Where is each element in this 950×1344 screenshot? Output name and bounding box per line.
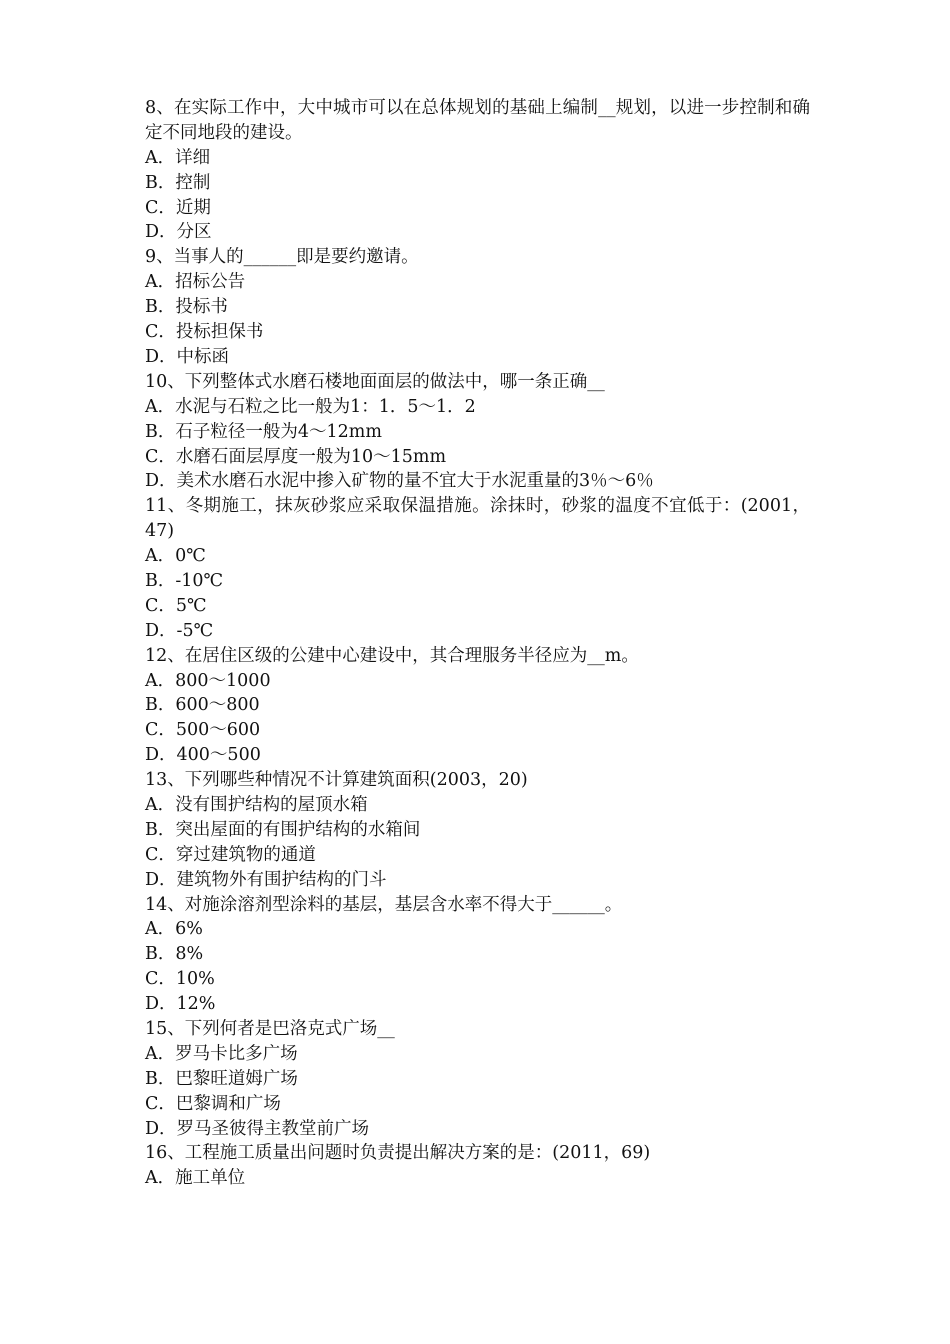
option-b: B．巴黎旺道姆广场 (145, 1068, 298, 1089)
option-b: B．突出屋面的有围护结构的水箱间 (145, 819, 421, 840)
option-c: C．穿过建筑物的通道 (145, 844, 316, 865)
option-b: B．8% (145, 944, 204, 965)
question-13 (145, 768, 810, 892)
question-stem: 10、下列整体式水磨石楼地面面层的做法中，哪一条正确__ (145, 371, 605, 392)
option-c: C．5℃ (145, 595, 207, 616)
option-d: D．分区 (145, 222, 212, 243)
option-b: B．石子粒径一般为4～12mm (145, 421, 382, 442)
option-d: D．美术水磨石水泥中掺入矿物的量不宜大于水泥重量的3％～6％ (145, 471, 654, 492)
question-16 (145, 1141, 810, 1191)
option-c: C．投标担保书 (145, 322, 264, 343)
question-9 (145, 245, 810, 369)
question-12 (145, 644, 810, 768)
option-d: D．罗马圣彼得主教堂前广场 (145, 1118, 370, 1139)
option-b: B．投标书 (145, 297, 228, 318)
question-stem: 12、在居住区级的公建中心建设中，其合理服务半径应为__m。 (145, 645, 639, 666)
option-d: D．中标函 (145, 346, 230, 367)
option-c: C．500～600 (145, 720, 261, 741)
option-c: C．巴黎调和广场 (145, 1093, 281, 1114)
option-b: B．600～800 (145, 695, 260, 716)
option-d: D．12% (145, 994, 216, 1015)
option-d: D．400～500 (145, 745, 261, 766)
option-c: C．近期 (145, 197, 211, 218)
question-stem: 8、在实际工作中，大中城市可以在总体规划的基础上编制__规划，以进一步控制和确定不同地段的建设。 (145, 98, 810, 143)
option-a: A．水泥与石粒之比一般为1：1．5～1．2 (145, 396, 476, 417)
question-stem: 9、当事人的______即是要约邀请。 (145, 247, 419, 268)
option-a: A．施工单位 (145, 1168, 246, 1189)
option-a: A．详细 (145, 147, 211, 168)
question-stem: 11、冬期施工，抹灰砂浆应采取保温措施。涂抹时，砂浆的温度不宜低于：(2001，47) (145, 496, 810, 542)
option-a: A．6% (145, 919, 203, 940)
question-10 (145, 370, 810, 494)
question-stem: 13、下列哪些种情况不计算建筑面积(2003，20) (145, 770, 528, 791)
question-8 (145, 96, 810, 245)
option-b: B．控制 (145, 172, 211, 193)
option-d: D．建筑物外有围护结构的门斗 (145, 869, 387, 890)
option-a: A．没有围护结构的屋顶水箱 (145, 795, 368, 815)
option-c: C．水磨石面层厚度一般为10～15mm (145, 446, 447, 467)
question-15 (145, 1017, 810, 1141)
option-a: A．罗马卡比多广场 (145, 1043, 298, 1064)
option-c: C．10% (145, 969, 215, 990)
question-stem: 15、下列何者是巴洛克式广场__ (145, 1019, 395, 1040)
question-14 (145, 893, 810, 1017)
question-stem: 16、工程施工质量出问题时负责提出解决方案的是：(2011，69) (145, 1143, 651, 1164)
document-page (145, 96, 810, 1191)
option-a: A．招标公告 (145, 272, 246, 293)
option-d: D．-5℃ (145, 620, 214, 641)
option-b: B．-10℃ (145, 570, 224, 591)
question-stem: 14、对施涂溶剂型涂料的基层，基层含水率不得大于______。 (145, 894, 623, 915)
question-11 (145, 494, 810, 643)
option-a: A．0℃ (145, 546, 206, 567)
option-a: A．800～1000 (145, 670, 271, 691)
